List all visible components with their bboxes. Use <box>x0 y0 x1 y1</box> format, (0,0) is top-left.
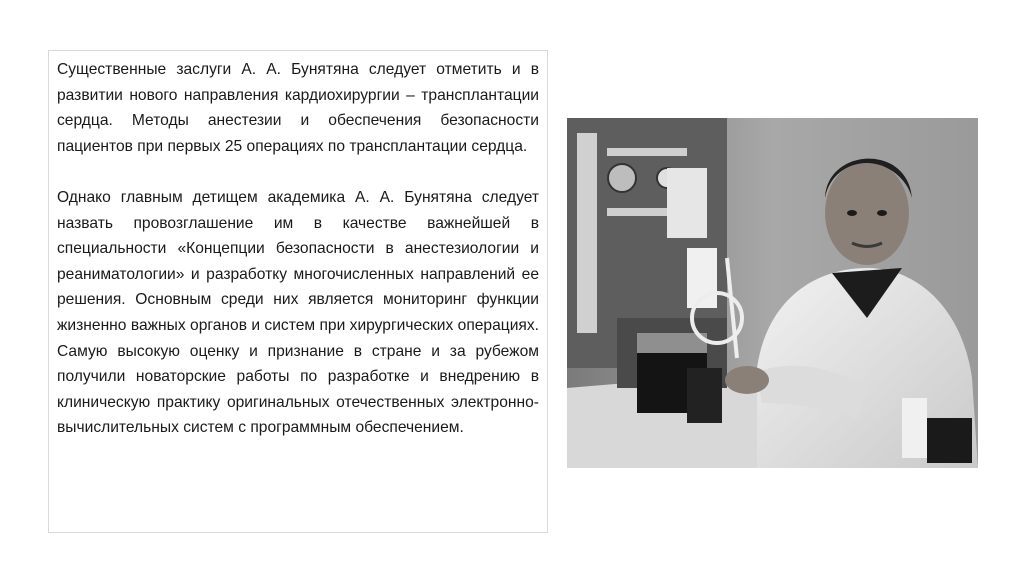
scientist-photo <box>567 118 978 468</box>
device <box>927 418 972 463</box>
paragraph-2: Однако главным детищем академика А. А. Бунятяна следует назвать провозглашение им в качестве важнейшей в специальности «Концепции безопасности в анестезиологии и реаниматологии» и разработку многочисленных направлений ее решения. Основным среди них является мониторинг функции жизненно важных органов и систем при хирургических операциях. Самую высокую оценку и признание в стране и за рубежом получили новаторские работы по разработке и внедрению в клиническую практику оригинальных отечественных электронно-вычислительных систем с программным обеспечением. <box>57 188 539 437</box>
hand <box>725 366 769 394</box>
bottle <box>902 398 927 458</box>
gauge-icon <box>608 164 636 192</box>
text-box <box>48 50 548 533</box>
bottle <box>667 168 707 238</box>
rack-pole <box>577 133 597 333</box>
photo-illustration <box>567 118 978 468</box>
paragraph-1: Существенные заслуги А. А. Бунятяна следует отметить и в развитии нового направления кардиохирургии – трансплантации сердца. Методы анестезии и обеспечения безопасности пациентов при первых 25 операциях по трансплантации сердца. <box>57 61 539 155</box>
beaker <box>687 368 722 423</box>
rack-bar <box>607 148 687 156</box>
head <box>825 161 909 265</box>
eye <box>877 210 887 216</box>
eye <box>847 210 857 216</box>
